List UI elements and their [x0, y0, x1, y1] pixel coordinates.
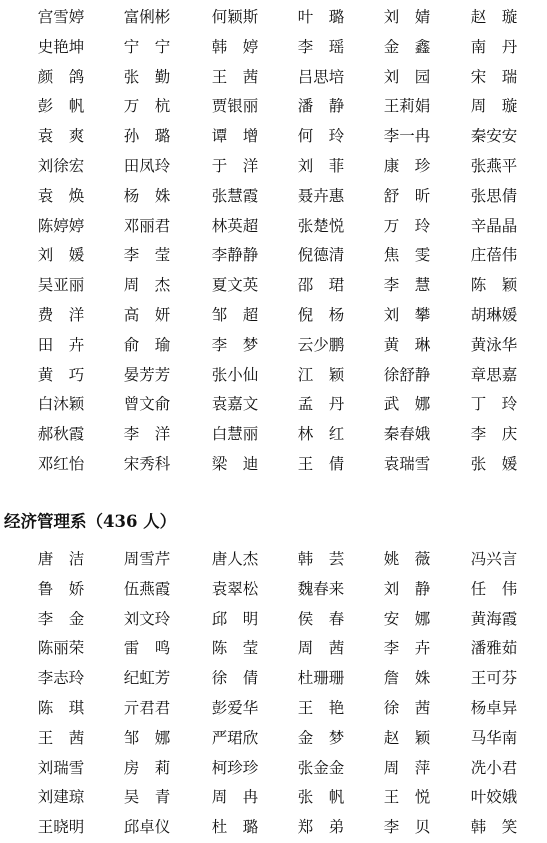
person-name: 刘 媛	[37, 246, 85, 265]
person-name: 周 杰	[123, 276, 171, 295]
person-name: 任 伟	[470, 579, 518, 598]
person-name: 邱 明	[211, 609, 259, 628]
person-name: 于 洋	[211, 156, 259, 175]
person-name: 李 梦	[211, 335, 259, 354]
person-name: 张楚悦	[297, 216, 345, 235]
person-name: 刘 静	[383, 579, 431, 598]
person-name: 吕思培	[297, 67, 345, 86]
name-row	[0, 664, 547, 694]
person-name: 陈 莹	[211, 639, 259, 658]
person-name: 高 妍	[123, 305, 171, 324]
person-name: 万 玲	[383, 216, 431, 235]
person-name: 刘 菲	[297, 156, 345, 175]
person-name: 王 艳	[297, 698, 345, 717]
name-row	[0, 301, 547, 331]
person-name: 潘 静	[297, 97, 345, 116]
name-row	[0, 152, 547, 182]
person-name: 刘 攀	[383, 305, 431, 324]
person-name: 刘 婧	[383, 8, 431, 26]
person-name: 徐 茜	[383, 698, 431, 717]
person-name: 刘徐宏	[37, 156, 85, 175]
person-name: 倪德清	[297, 246, 345, 265]
person-name: 赵 颖	[383, 728, 431, 747]
person-name: 夏文英	[211, 276, 259, 295]
person-name: 周 萍	[383, 758, 431, 777]
name-row	[0, 545, 547, 575]
person-name: 郑 弟	[297, 818, 345, 837]
person-name: 韩 芸	[297, 550, 345, 568]
person-name: 王晓明	[37, 818, 85, 837]
person-name: 杨卓异	[470, 698, 518, 717]
person-name: 宋 瑞	[470, 67, 518, 86]
person-name: 房 莉	[123, 758, 171, 777]
person-name: 陈丽荣	[37, 639, 85, 658]
person-name: 袁 焕	[37, 186, 85, 205]
person-name: 张慧霞	[211, 186, 259, 205]
person-name: 金 鑫	[383, 37, 431, 56]
person-name: 曾文俞	[123, 395, 171, 414]
person-name: 刘瑞雪	[37, 758, 85, 777]
person-name: 侯 春	[297, 609, 345, 628]
person-name: 舒 昕	[383, 186, 431, 205]
person-name: 魏春来	[297, 579, 345, 598]
person-name: 李 慧	[383, 276, 431, 295]
person-name: 杜 璐	[211, 818, 259, 837]
person-name: 王可芬	[470, 669, 518, 688]
person-name: 邹 超	[211, 305, 259, 324]
person-name: 聂卉惠	[297, 186, 345, 205]
person-name: 孙 璐	[123, 127, 171, 146]
person-name: 富俐彬	[123, 8, 171, 26]
person-name: 鲁 娇	[37, 579, 85, 598]
person-name: 张燕平	[470, 156, 518, 175]
person-name: 柯珍珍	[211, 758, 259, 777]
person-name: 周 璇	[470, 97, 518, 116]
name-row	[0, 420, 547, 450]
person-name: 周 茜	[297, 639, 345, 658]
person-name: 陈 琪	[37, 698, 85, 717]
person-name: 陈 颖	[470, 276, 518, 295]
person-name: 谭 增	[211, 127, 259, 146]
person-name: 万 杭	[123, 97, 171, 116]
person-name: 贾银丽	[211, 97, 259, 116]
person-name: 张金金	[297, 758, 345, 777]
person-name: 彭爱华	[211, 698, 259, 717]
person-name: 张 帆	[297, 788, 345, 807]
person-name: 冼小君	[470, 758, 518, 777]
person-name: 韩 婷	[211, 37, 259, 56]
person-name: 武 娜	[383, 395, 431, 414]
person-name: 王莉娟	[383, 97, 431, 116]
person-name: 安 娜	[383, 609, 431, 628]
person-name: 李 金	[37, 609, 85, 628]
person-name: 韩 笑	[470, 818, 518, 837]
person-name: 刘 园	[383, 67, 431, 86]
person-name: 康 珍	[383, 156, 431, 175]
person-name: 叶 璐	[297, 8, 345, 26]
person-name: 周 冉	[211, 788, 259, 807]
person-name: 宁 宁	[123, 37, 171, 56]
person-name: 伍燕霞	[123, 579, 171, 598]
person-name: 何 玲	[297, 127, 345, 146]
person-name: 李 瑶	[297, 37, 345, 56]
person-name: 焦 雯	[383, 246, 431, 265]
person-name: 俞 瑜	[123, 335, 171, 354]
person-name: 彭 帆	[37, 97, 85, 116]
person-name: 李 莹	[123, 246, 171, 265]
person-name: 章思嘉	[470, 365, 518, 384]
person-name: 林英超	[211, 216, 259, 235]
person-name: 辛晶晶	[470, 216, 518, 235]
person-name: 李志玲	[37, 669, 85, 688]
person-name: 李 卉	[383, 639, 431, 658]
person-name: 张 勤	[123, 67, 171, 86]
person-name: 宫雪婷	[37, 8, 85, 26]
person-name: 邱卓仪	[123, 818, 171, 837]
person-name: 邓丽君	[123, 216, 171, 235]
person-name: 白沐颖	[37, 395, 85, 414]
person-name: 宋秀科	[123, 454, 171, 473]
name-row	[0, 182, 547, 212]
name-row	[0, 33, 547, 63]
person-name: 李 贝	[383, 818, 431, 837]
person-name: 费 洋	[37, 305, 85, 324]
person-name: 王 茜	[211, 67, 259, 86]
person-name: 张思倩	[470, 186, 518, 205]
person-name: 郝秋霞	[37, 425, 85, 444]
person-name: 王 倩	[297, 454, 345, 473]
person-name: 邓红怡	[37, 454, 85, 473]
person-name: 秦春娥	[383, 425, 431, 444]
person-name: 庄蓓伟	[470, 246, 518, 265]
person-name: 刘文玲	[123, 609, 171, 628]
person-name: 颜 鸽	[37, 67, 85, 86]
person-name: 刘建琼	[37, 788, 85, 807]
person-name: 陈婷婷	[37, 216, 85, 235]
name-row	[0, 63, 547, 93]
person-name: 邵 珺	[297, 276, 345, 295]
name-list-top	[0, 3, 547, 480]
person-name: 李静静	[211, 246, 259, 265]
person-name: 孟 丹	[297, 395, 345, 414]
person-name: 金 梦	[297, 728, 345, 747]
name-row	[0, 634, 547, 664]
name-row	[0, 271, 547, 301]
person-name: 黄 琳	[383, 335, 431, 354]
name-row	[0, 813, 547, 843]
person-name: 吴亚丽	[37, 276, 85, 295]
person-name: 田凤玲	[123, 156, 171, 175]
person-name: 杜珊珊	[297, 669, 345, 688]
person-name: 王 悦	[383, 788, 431, 807]
person-name: 马华南	[470, 728, 518, 747]
person-name: 唐人杰	[211, 550, 259, 568]
section-heading-economics-management: 经济管理系（436 人）	[4, 512, 177, 531]
name-row	[0, 450, 547, 480]
person-name: 张小仙	[211, 365, 259, 384]
person-name: 田 卉	[37, 335, 85, 354]
person-name: 白慧丽	[211, 425, 259, 444]
person-name: 严珺欣	[211, 728, 259, 747]
person-name: 胡琳媛	[470, 305, 518, 324]
person-name: 袁 爽	[37, 127, 85, 146]
person-name: 吴 青	[123, 788, 171, 807]
person-name: 詹 姝	[383, 669, 431, 688]
person-name: 叶姣娥	[470, 788, 518, 807]
person-name: 冯兴言	[470, 550, 518, 568]
person-name: 袁瑞雪	[383, 454, 431, 473]
person-name: 徐舒静	[383, 365, 431, 384]
person-name: 丁 玲	[470, 395, 518, 414]
person-name: 袁翠松	[211, 579, 259, 598]
person-name: 袁嘉文	[211, 395, 259, 414]
person-name: 徐 倩	[211, 669, 259, 688]
name-row	[0, 241, 547, 271]
name-row	[0, 122, 547, 152]
person-name: 黄海霞	[470, 609, 518, 628]
person-name: 黄 巧	[37, 365, 85, 384]
person-name: 雷 鸣	[123, 639, 171, 658]
person-name: 南 丹	[470, 37, 518, 56]
person-name: 李 洋	[123, 425, 171, 444]
person-name: 唐 洁	[37, 550, 85, 568]
person-name: 周雪芹	[123, 550, 171, 568]
person-name: 倪 杨	[297, 305, 345, 324]
person-name: 晏芳芳	[123, 365, 171, 384]
name-row	[0, 694, 547, 724]
person-name: 云少鹏	[297, 335, 345, 354]
person-name: 邹 娜	[123, 728, 171, 747]
name-row	[0, 212, 547, 242]
name-row	[0, 390, 547, 420]
person-name: 秦安安	[470, 127, 518, 146]
name-row	[0, 92, 547, 122]
name-row	[0, 754, 547, 784]
person-name: 赵 璇	[470, 8, 518, 26]
person-name: 杨 姝	[123, 186, 171, 205]
name-row	[0, 575, 547, 605]
name-row	[0, 3, 547, 33]
person-name: 姚 薇	[383, 550, 431, 568]
name-row	[0, 331, 547, 361]
person-name: 张 媛	[470, 454, 518, 473]
person-name: 史艳坤	[37, 37, 85, 56]
name-row	[0, 783, 547, 813]
name-list-economics-management	[0, 545, 547, 843]
name-row	[0, 605, 547, 635]
person-name: 纪虹芳	[123, 669, 171, 688]
person-name: 梁 迪	[211, 454, 259, 473]
person-name: 潘雅茹	[470, 639, 518, 658]
person-name: 李一冉	[383, 127, 431, 146]
person-name: 王 茜	[37, 728, 85, 747]
person-name: 林 红	[297, 425, 345, 444]
name-row	[0, 361, 547, 391]
name-row	[0, 724, 547, 754]
person-name: 何颖斯	[211, 8, 259, 26]
person-name: 李 庆	[470, 425, 518, 444]
person-name: 亓君君	[123, 698, 171, 717]
person-name: 江 颖	[297, 365, 345, 384]
person-name: 黄泳华	[470, 335, 518, 354]
